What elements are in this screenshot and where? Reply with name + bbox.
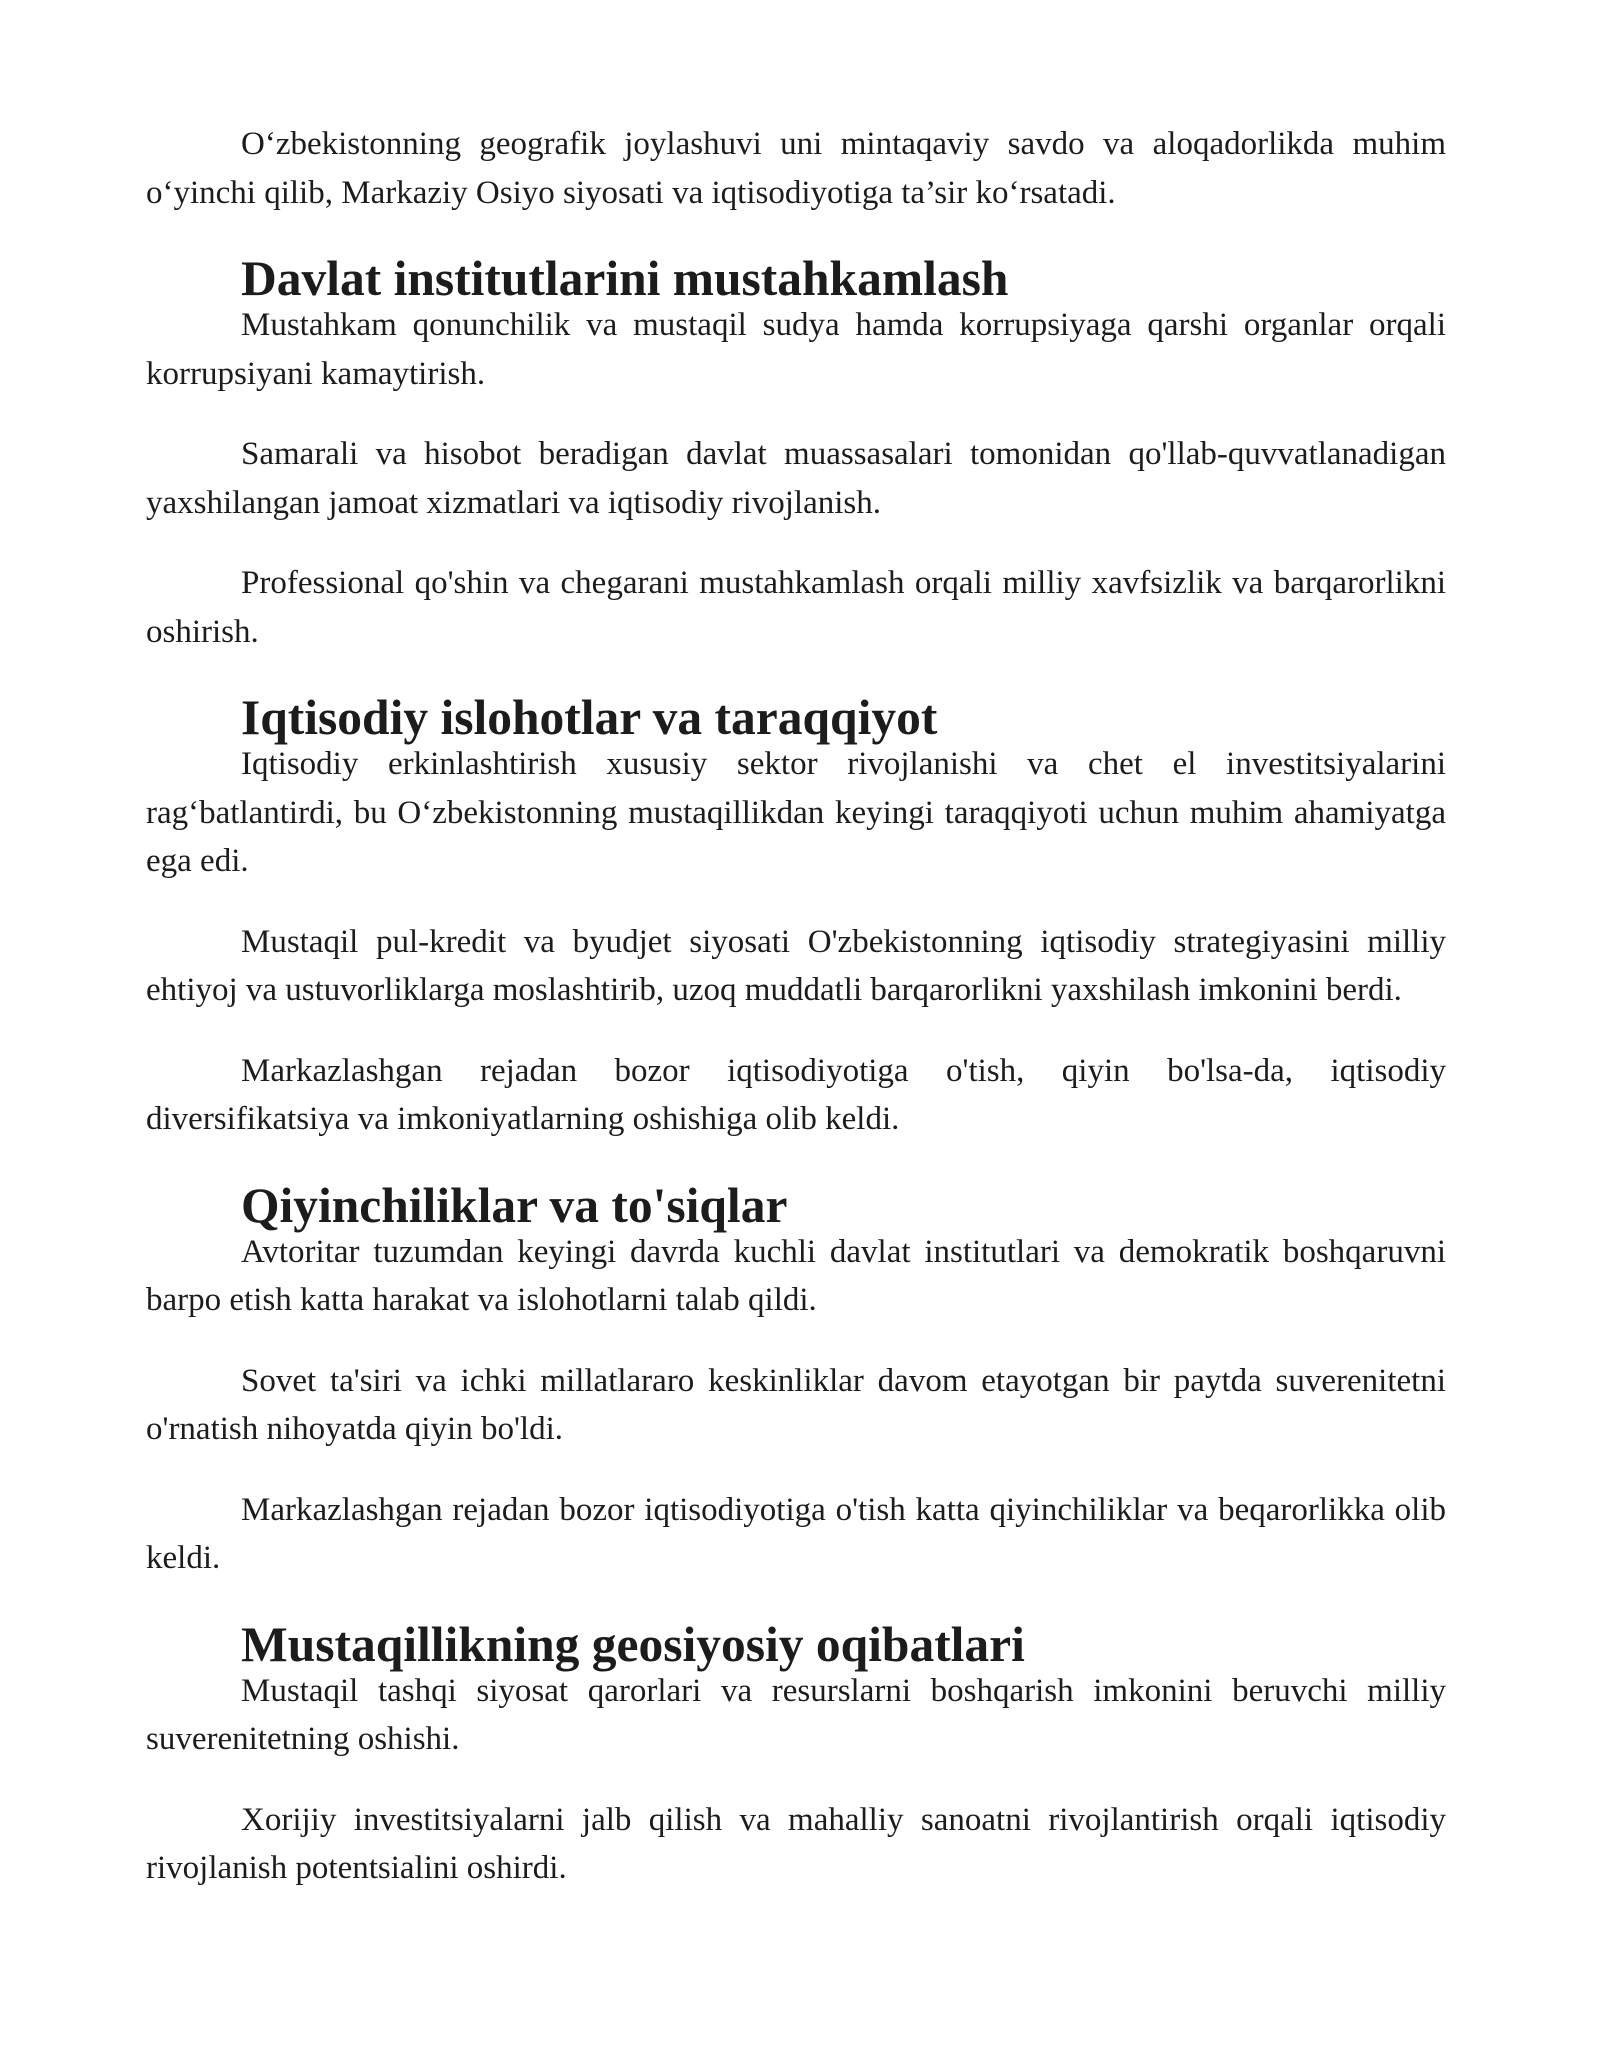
paragraph-national-security: Professional qo'shin va chegarani mustahkamlash orqali milliy xavfsizlik va barqarorlikni oshirish.	[146, 565, 1446, 650]
document-body	[146, 120, 1446, 1893]
paragraph-corruption: Mustahkam qonunchilik va mustaqil sudya hamda korrupsiyaga qarshi organlar orqali korrupsiyani kamaytirish.	[146, 307, 1446, 392]
paragraph-foreign-investment: Xorijiy investitsiyalarni jalb qilish va mahalliy sanoatni rivojlantirish orqali iqtisodiy rivojlanish potentsialini oshirdi.	[146, 1801, 1446, 1886]
paragraph-soviet-influence: Sovet ta'siri va ichki millatlararo keskinliklar davom etayotgan bir paytda suverenitetni o'rnatish nihoyatda qiyin bo'ldi.	[146, 1362, 1446, 1447]
section-heading-state-institutions: Davlat institutlarini mustahkamlash	[241, 251, 1009, 306]
paragraph-instability: Markazlashgan rejadan bozor iqtisodiyotiga o'tish katta qiyinchiliklar va beqarorlikka olib keldi.	[146, 1491, 1446, 1576]
section-heading-economic-reforms: Iqtisodiy islohotlar va taraqqiyot	[241, 690, 938, 745]
paragraph-public-services: Samarali va hisobot beradigan davlat muassasalari tomonidan qo'llab-quvvatlanadigan yaxshilangan jamoat xizmatlari va iqtisodiy rivojlanish.	[146, 436, 1446, 521]
paragraph-geographic-location: O‘zbekistonning geografik joylashuvi uni mintaqaviy savdo va aloqadorlikda muhim o‘yinchi qilib, Markaziy Osiyo siyosati va iqtisodiyotiga ta’sir ko‘rsatadi.	[146, 126, 1446, 211]
section-heading-challenges: Qiyinchiliklar va to'siqlar	[241, 1177, 788, 1233]
paragraph-monetary-policy: Mustaqil pul-kredit va byudjet siyosati O'zbekistonning iqtisodiy strategiyasini milliy ehtiyoj va ustuvorliklarga moslashtirib, uzoq muddatli barqarorlikni yaxshilash imkonini berdi.	[146, 923, 1446, 1008]
section-heading-geopolitical-consequences: Mustaqillikning geosiyosiy oqibatlari	[241, 1616, 1025, 1672]
paragraph-market-transition: Markazlashgan rejadan bozor iqtisodiyotiga o'tish, qiyin bo'lsa-da, iqtisodiy diversifikatsiya va imkoniyatlarning oshishiga olib keldi.	[146, 1052, 1446, 1137]
paragraph-sovereignty: Mustaqil tashqi siyosat qarorlari va resurslarni boshqarish imkonini beruvchi milliy suverenitetning oshishi.	[146, 1672, 1446, 1757]
paragraph-authoritarian-legacy: Avtoritar tuzumdan keyingi davrda kuchli davlat institutlari va demokratik boshqaruvni barpo etish katta harakat va islohotlarni talab qildi.	[146, 1233, 1446, 1318]
paragraph-liberalization: Iqtisodiy erkinlashtirish xususiy sektor rivojlanishi va chet el investitsiyalarini rag‘batlantirdi, bu O‘zbekistonning mustaqillikdan keyingi taraqqiyoti uchun muhim ahamiyatga ega edi.	[146, 746, 1446, 879]
